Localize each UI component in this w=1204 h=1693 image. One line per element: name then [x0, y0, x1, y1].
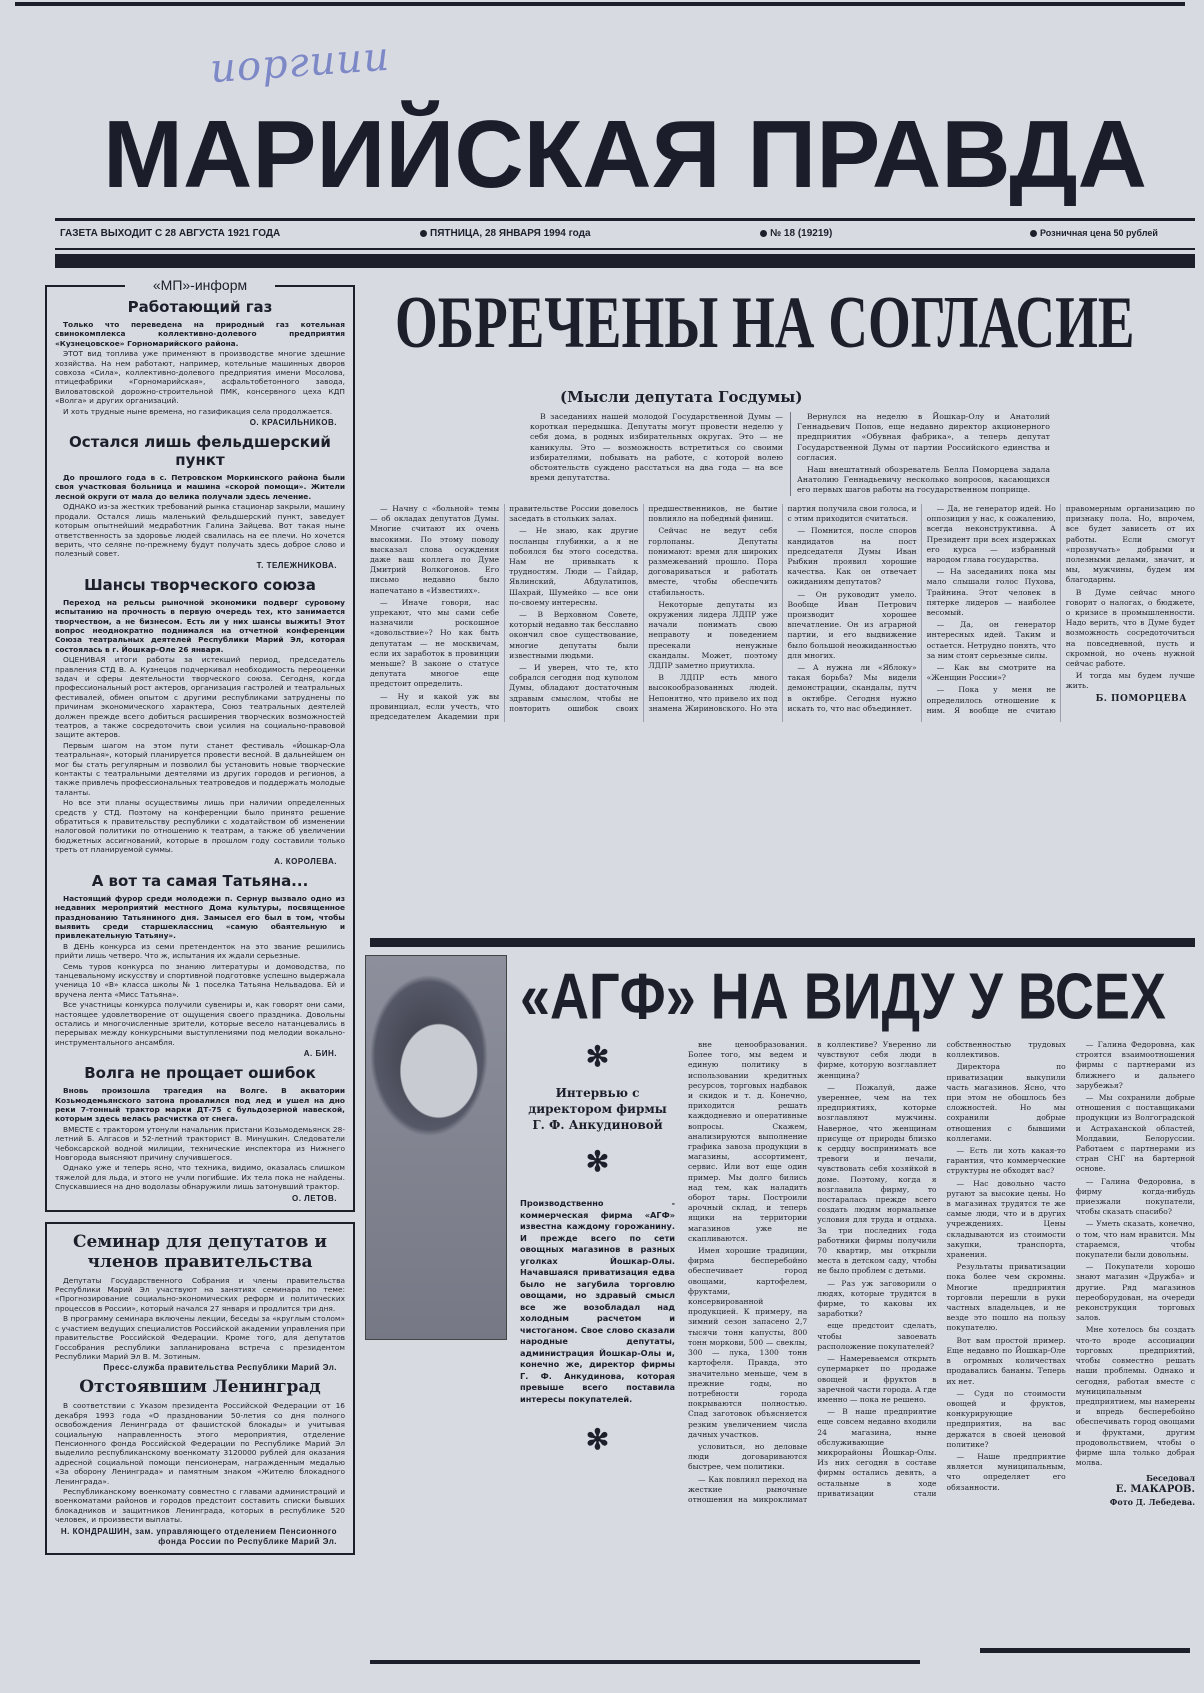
main-body [370, 504, 1195, 722]
article-author: А. БИН. [303, 1049, 337, 1059]
article-author: Пресс-служба правительства Республики Марий Эл. [103, 1363, 337, 1373]
article-paragraph: Первым шагом на этом пути станет фестиваль «Йошкар-Ола театральная», который планируется провести весной. В дальнейшем он мог бы стать регулярным и позволил бы установить новые творческие контакты с театральными деятелями из других городов и регионов, а также привлечь профессиональных театроведов и поддержать молодые таланты. [55, 740, 345, 797]
article-paragraph: — Раз уж заговорили о людях, которые трудятся в фирме, то каковы их заработки? [817, 1278, 937, 1319]
left-articles [55, 298, 345, 1204]
issue-line [760, 228, 832, 239]
news-item [55, 1064, 345, 1203]
article-paragraph: — Да, не генератор идей. Но оппозиция у нас, к сожалению, всегда неконструктивна. А Президент при всех издержках его курса — избранный народом глава государства. [926, 504, 1056, 565]
main-headline: ОБРЕЧЕНЫ НА СОГЛАСИЕ [395, 280, 1135, 363]
article-paragraph: Все участницы конкурса получили сувениры и, как говорят они сами, настоящее удовлетворение от ощущения своего праздника. Довольны остались и многочисленные зрители, которые весело натанцевались в перерывах между конкурсными выступлениями под мелодии вокально-инструментального ансамбля. [55, 1000, 345, 1047]
article-paragraph: вне ценообразования. Более того, мы ведем и единую политику в использовании кредитных ресурсов, торговых надбавок и скидок и т. д. Конечно, приходится решать каждодневно и оперативные вопросы. Скажем, анализируются выполнение графика завоза продукции в магазины, ассортимент, сервис. Или вот еще один пример. Мы долго бились над тем, как наладить оборот тары. Построили арочный склад, и теперь ящики на территории магазинов уже не скапливаются. [688, 1040, 808, 1243]
article-paragraph: — Пока у меня не определилось отношение к ним. Я вообще не считаю правомерным организацию по признаку пола. Но, впрочем, все будет зависеть от их работы. Если смогут «прозвучать» добрыми и полезными делами, значит, и мы, мужчины, будем им благодарны. [926, 504, 1195, 715]
article-paragraph: — Как вы смотрите на «Женщин России»? [926, 663, 1056, 683]
author-label: Беседовал [1146, 1473, 1195, 1484]
article-paragraph: — Иначе говоря, нас упрекают, что мы сами себе назначили роскошное «довольствие»? Но как быть депутатам — не москвичам, если их заработок в провинции меньше? В законе о статусе депутата многое еще предстоит определить. [370, 597, 500, 689]
article-paragraph: — И уверен, что те, кто собрался сегодня под куполом Думы, обладают достаточным здравым смыслом, чтобы не повторить ошибок своих предшественников, не бытие повлияло на победный финиш. [509, 504, 778, 713]
issue-number: № 18 (19219) [770, 228, 833, 239]
left-column [45, 277, 355, 1555]
bullet-icon [760, 230, 767, 237]
article-paragraph: — Начну с «больной» темы — об окладах депутатов Думы. Многие считают их очень высокими. По этому поводу высказал слова осуждения даже ваш коллега по Думе Дмитрий Волкогонов. Его письмо недавно было напечатано в «Известиях». [370, 504, 500, 595]
article-author: Т. ТЕЛЕЖНИКОВА. [256, 560, 337, 570]
article-paragraph: Имея хорошие традиции, фирма бесперебойно обеспечивает город овощами, картофелем, фруктами, консервированной продукцией. К примеру, на зимний сезон запасено 2,7 тысячи тонн капусты, 800 тонн моркови, 500 — свеклы, 300 — лука, 1300 тонн картофеля. Правда, это значительно меньше, чем в прежние годы, но потребности города покрываются полностью. Спад заготовок объясняется резким увеличением числа дачных участков. [688, 1246, 808, 1439]
article-body [55, 1401, 345, 1524]
agf-headline: «АГФ» НА ВИДУ У ВСЕХ [520, 960, 1166, 1033]
article-paragraph: Однако уже и теперь ясно, что техника, видимо, оказалась слишком тяжелой для льда, и этого не учли погибшие. Их тела пока не найдены. Спускавшиеся на дно водолазы обнаружили лишь затонувший трактор. [55, 1163, 345, 1192]
agf-body [688, 1040, 1195, 1508]
divider [55, 248, 1195, 250]
article-paragraph: ВМЕСТЕ с трактором утонули начальник пристани Козьмодемьянск 28-летний Б. Алгасов и 52-летний тракторист В. Минушкин. Следователи Чебоксарской водной милиции, технические инспектора из Нижнего Новгорода выясняют причину случившегося. [55, 1124, 345, 1163]
article-paragraph: ОДНАКО из-за жестких требований рынка стационар закрыли, машину продали. Остался лишь маленький фельдшерский пункт, заведует которым опытнейший медработник Галина Зайцева. Вот такая ныне ответственность за здоровье людей свалилась на ее плечи. Но хочется верить, что селяне по-прежнему будут получать здесь доброе слово и полезный совет. [55, 502, 345, 559]
article-paragraph: Вот вам простой пример. Еще недавно по Йошкар-Оле в огромных количествах продавались бананы. Теперь их нет. [946, 1335, 1066, 1386]
article-paragraph: — Галина Федоровна, как строятся взаимоотношения фирмы с партнерами из ближнего и дальнего зарубежья? [1075, 1040, 1195, 1090]
article-author: Б. ПОМОРЦЕВА [1095, 693, 1187, 704]
article-paragraph: — Да, он генератор интересных идей. Таким и остается. Нетрудно понять, что за ним стоят серьезные силы. [926, 620, 1056, 660]
portrait-photo [365, 955, 507, 1340]
bullet-icon [1030, 230, 1037, 237]
article-paragraph: — Галина Федоровна, в фирму когда-нибудь приезжали покупатели, чтобы сказать спасибо? [1075, 1176, 1195, 1217]
article-title: Работающий газ [127, 298, 273, 316]
article-paragraph: В ЛДПР есть много высокообразованных людей. Непонятно, что привело их под знамена Жириновского. Но эта партия получила свои голоса, и с этим приходится считаться. [648, 504, 917, 713]
author: Е. МАКАРОВ. [1115, 1484, 1195, 1496]
main-subtitle: (Мысли депутата Госдумы) [560, 388, 803, 406]
article-body [55, 1276, 345, 1362]
article-title: Волга не прощает ошибок [84, 1064, 316, 1083]
article-body [55, 894, 345, 1048]
article-author: А. КОРОЛЕВА. [274, 856, 337, 866]
rubric: «МП»-информ [125, 277, 275, 293]
article-paragraph: — Как повлиял переход на жесткие рыночные отношения на микроклимат в коллективе? Уверенно ли чувствуют себя люди в фирме, которую возглавляет женщина? [688, 1040, 937, 1504]
article-paragraph: ЭТОТ вид топлива уже применяют в производстве многие здешние хозяйства. На нем работают, например, котельные машинных дворов совхоза «Сила», коллективно-долевого предприятия имени Мосолова, птицефабрики «Горномарийская», асфальтобетонного завода, Виловатовской дорожно-строительной ПМК, консервного цеха КДП «Волга» и других организаций. [55, 349, 345, 406]
article-paragraph: В Думе сейчас много говорят о налогах, о бюджете, о кризисе в промышленности. Надо верить, что в Думе будет возможность сосредоточиться на повседневной, пусть и скромной, но очень нужной сейчас работе. [1065, 587, 1195, 669]
agf-subtitle: Интервью с директором фирмы Г. Ф. Анкудиновой [528, 1086, 667, 1132]
article-paragraph: Директора по приватизации выкупили часть магазинов. Ясно, что при этом не обошлось без сложностей. Но мы сохранили добрые отношения с бывшими коллегами. [946, 1062, 1066, 1143]
info-box-2 [45, 1222, 355, 1555]
article-title: Шансы творческого союза [84, 575, 316, 594]
date-line [420, 228, 591, 239]
article-paragraph: Республиканскому военкомату совместно с главами администраций и военкоматами районов и городов предстоит составить списки бывших блокадников и защитников Ленинграда, которых в республике 520 человек, и произвести выплаты. [55, 1486, 345, 1525]
article-paragraph: — Мы сохранили добрые отношения с поставщиками продукции из Волгоградской и Астраханской областей, Молдавии, Белоруссии. Работаем с партнерами из стран СНГ на бартерной основе. [1075, 1093, 1195, 1174]
article-title: Остался лишь фельдшерский пункт [69, 433, 331, 470]
article-author: О. КРАСИЛЬНИКОВ. [249, 418, 337, 428]
article-paragraph: В ДЕНЬ конкурса из семи претенденток на это звание решились прийти лишь четверо. Что ж, испытания их ждали серьезные. [55, 941, 345, 961]
photo-credit: Фото Д. Лебедева. [1109, 1497, 1195, 1508]
article-paragraph: условиться, но деловые люди договариваются быстрее, чем политики. [688, 1441, 808, 1472]
masthead-title: МАРИЙСКАЯ ПРАВДА [103, 101, 1147, 208]
article-paragraph: Сейчас не ведут себя горлопаны. Депутаты понимают: время для широких размежеваний прошло. Пора договариваться и работать вместе, чтобы обеспечить стабильность. [648, 526, 778, 597]
divider-bar [370, 1660, 920, 1664]
agf-signature [1076, 1472, 1195, 1508]
intro-paragraph: Наш внештатный обозреватель Белла Поморцева задала Анатолию Геннадьевичу несколько вопросов, касающихся его первых шагов работы на государственном поприще. [797, 465, 1050, 495]
agf-intro [520, 1040, 675, 1456]
article-paragraph: — Ну и какой уж вы провинциал, если учесть, что председателем Академии при правительстве России довелось заседать в стольких залах. [370, 504, 639, 722]
since-line: ГАЗЕТА ВЫХОДИТ С 28 АВГУСТА 1921 ГОДА [60, 228, 281, 239]
article-paragraph: — В наше предприятие еще совсем недавно входили 24 магазина, ныне обслуживающие микрорайоны Йошкар-Олы. Из них сегодня в составе фирмы остались девять, а остальные в ходе приватизации стали собственностью трудовых коллективов. [817, 1040, 1066, 1498]
article-paragraph: — Не знаю, как другие посланцы глубинки, а я не побоялся бы этого соседства. Нам не привыкать к трудностям. Люди — Гайдар, Явлинский, Абдулатипов, Шахрай, Шумейко — все они по-своему интересны. [509, 526, 639, 607]
article-paragraph: — Уметь сказать, конечно, о том, что нам нравится. Мы стараемся, чтобы покупатели были довольны. [1075, 1219, 1195, 1260]
article-lead: Только что переведена на природный газ котельная свинокомплекса коллективно-долевого предприятия «Кузнецовское» Горномарийского района. [55, 320, 345, 348]
article-lead: Настоящий фурор среди молодежи п. Сернур вызвало одно из недавних мероприятий местного Дома культуры, посвященное празднованию Татьяниного дня. Замысел его был в том, чтобы выявить среди старшеклассниц «самую обаятельную и привлекательную Татьяну». [55, 893, 345, 941]
news-item [55, 298, 345, 428]
asterisk-ornament-icon: ✻ [585, 1424, 610, 1455]
article-paragraph: — В Верховном Совете, который недавно так бесславно окончил свое существование, многие депутаты были известными людьми. [509, 610, 639, 660]
article-author: О. ЛЕТОВ. [291, 1193, 337, 1203]
article-paragraph: — Есть ли хоть какая-то гарантия, что коммерческие структуры не обходят вас? [946, 1146, 1066, 1176]
article-paragraph: — Нас довольно часто ругают за высокие цены. Но в магазинах трудятся те же самые люди, что и в других учреждениях. Цены складываются из стоимости закупки, транспорта, хранения. [946, 1178, 1066, 1260]
article-paragraph: ОЦЕНИВАЯ итоги работы за истекший период, председатель правления СТД В. А. Кузнецов подчеркивал необходимость переоценки задач и сферы деятельности творческого союза. Сегодня, когда профессиональный рост актеров, организация гастролей и театральных фестивалей, обмен опытом с другими республиками затруднены по причинам экономического характера, Союз театральных деятелей должен прежде всего добиться расширения творческих возможностей театров, а также сосредоточить свои усилия на социально-правовой защите актеров. [55, 655, 345, 740]
article-paragraph: — Намереваемся открыть супермаркет по продаже овощей и фруктов в заречной части города. А где именно — пока не решено. [817, 1354, 937, 1404]
article-paragraph: — Пожалуй, даже увереннее, чем на тех предприятиях, которые возглавляют мужчины. Наверное, что женщинам присуще от природы близко к сердцу воспринимать все тревоги и печали, чувствовать себя хозяйкой в доме. Поэтому, когда я возглавила фирму, то постаралась прежде всего создать людям нормальные условия для труда и отдыха. За три последних года работники фирмы получили 70 квартир, мы открыли места в детском саду, чтобы не было проблем с детьми. [817, 1082, 937, 1276]
article-title: Семинар для депутатов и членов правительства [72, 1231, 327, 1272]
news-item [55, 576, 345, 867]
top-rule [15, 2, 1185, 6]
article-body [55, 598, 345, 855]
article-title: Отстоявшим Ленинград [79, 1377, 321, 1398]
article-paragraph: Некоторые депутаты из окружения лидера ЛДПР уже начали понимать свою неправоту и поведением пресекали ненужные скандалы. Может, поэтому ЛДПР заметно приутихла. [648, 599, 778, 671]
asterisk-ornament-icon: ✻ [585, 1041, 610, 1072]
article-paragraph: Мне хотелось бы создать что-то вроде ассоциации торговых предприятий, чтобы совместно решать наши проблемы. Однако и сегодня, работая вместе с муниципальным предприятием, мы намерены и впредь бесперебойно обеспечивать город овощами и фруктами, другим продовольствием, чтобы о фирме шла только добрая молва. [1075, 1325, 1195, 1468]
agf-lead: Производственно - коммерческая фирма «АГФ» известна каждому горожанину. И прежде всего по сети овощных магазинов в разных уголках Йошкар-Олы. Начавшаяся приватизация едва было не загубила торговлю овощами, но здравый смысл все же возобладал над холодным расчетом и чистоганом. Свое слово сказали народные депутаты, администрация Йошкар-Олы и, конечно же, директор фирмы Г. Ф. Анкудинова, которая превыше всего поставила интересы покупателей. [520, 1198, 675, 1404]
news-item [55, 433, 345, 571]
intro-paragraph: Вернулся на неделю в Йошкар-Олу и Анатолий Геннадьевич Попов, еще недавно директор акционерного предприятия «Обувная фабрика», а теперь депутат Государственной Думы от партии Российского единства и согласия. [797, 412, 1050, 462]
divider-bar [980, 1648, 1190, 1653]
article-paragraph: Семь туров конкурса по знанию литературы и домоводства, по танцевальному искусству и спортивной подготовке успешно выдержала ученица 10 «В» класса школы № 1 поселка Татьяна Нельвадова. Ей и вручена лента «Мисс Татьяна». [55, 961, 345, 999]
article-paragraph: — Он руководит умело. Вообще Иван Петрович производит хорошее впечатление. Он из аграрной партии, и его выдвижение было большой неожиданностью для многих. [787, 589, 917, 660]
article-paragraph: В соответствии с Указом президента Российской Федерации от 16 декабря 1993 года «О праздновании 50-летия со дня полного освобождения Ленинграда от фашистской блокады» и учитывая социальную направленность этого мероприятия, отделение Пенсионного фонда Российской Федерации по Республике Марий Эл выделило республиканскому военкомату 3120000 рублей для оказания адресной социальной помощи пенсионерам, награжденным медалью «За оборону Ленинграда» и памятным знаком «Жителю блокадного Ленинграда». [55, 1401, 345, 1486]
article-paragraph: И тогда мы будем лучше жить. [1065, 671, 1195, 691]
article-lead: До прошлого года в с. Петровском Моркинского района были своя участковая больница и машина «скорой помощи». Жители лесной округи от мала до велика получали здесь лечение. [55, 473, 345, 501]
article-paragraph: — Помнится, после споров кандидатов на пост председателя Думы Иван Рыбкин проявил хорошие качества. Как он отвечает ожиданиям депутатов? [787, 526, 917, 587]
article-paragraph: Депутаты Государственного Собрания и члены правительства Республики Марий Эл участвуют на занятиях семинара по теме: «Прогнозирование социально-экономических реформ и политических процессов в России», который начался 27 января и продлится три дня. [55, 1275, 345, 1313]
article-title: А вот та самая Татьяна... [91, 871, 309, 890]
article-paragraph: Результаты приватизации пока более чем скромны. Многие предприятия торговли перешли в руки частных владельцев, и не везде это пошло на пользу покупателю. [946, 1262, 1066, 1333]
divider-bar [55, 254, 1195, 268]
article-lead: Переход на рельсы рыночной экономики подверг суровому испытанию на прочность в первую очередь тех, кто занимается творчеством, а не бизнесом. Есть ли у них шансы выжить! Этот вопрос неоднократно поднимался на отчетной конференции Союза театральных деятелей Республики Марий Эл, которая состоялась в г. Йошкар-Оле 26 января. [55, 597, 345, 654]
main-intro [530, 412, 1050, 496]
asterisk-ornament-icon: ✻ [585, 1146, 610, 1177]
article-paragraph: В программу семинара включены лекции, беседы за «круглым столом» с участием ведущих специалистов Российской академии управления при правительстве Российской Федерации. Кроме того, для депутатов Госсобрания республики запланирована встреча с президентом Республики Марий Эл В. М. Зотиным. [55, 1314, 345, 1361]
price: Розничная цена 50 рублей [1040, 228, 1158, 238]
info-box [45, 277, 355, 1212]
handwritten-note: иоргиии [208, 33, 392, 93]
article-paragraph: — На заседаниях пока мы мало слышали голос Пухова, Трайнина. Этот человек в пятерке лидеров — наиболее весомый. [926, 567, 1056, 618]
divider-bar [370, 938, 1195, 947]
article-paragraph: еще предстоит сделать, чтобы завоевать расположение покупателей? [817, 1321, 937, 1351]
article-author: Н. КОНДРАШИН, зам. управляющего отделением Пенсионного фонда России по Республике Марий Эл. [60, 1526, 337, 1546]
issue-date: ПЯТНИЦА, 28 ЯНВАРЯ 1994 года [430, 228, 591, 239]
article-body [55, 320, 345, 416]
article-paragraph: — Покупатели хорошо знают магазин «Дружба» и другие. Ряд магазинов переоборудован, на очереди реконструкция торговых залов. [1075, 1262, 1195, 1323]
price-line [1030, 228, 1158, 238]
article-paragraph: Но все эти планы осуществимы лишь при наличии определенных средств у СТД. Поэтому на конференции было принято решение обратиться к правительству республики с ходатайством об изменении налоговой политики по отношению к театрам, а также об увеличении бюджетных ассигнований, которые в прошлом году составили только треть от планируемой суммы. [55, 798, 345, 855]
news-item [55, 872, 345, 1060]
left-articles-2 [55, 1232, 345, 1547]
article-paragraph: — А нужна ли «Яблоку» такая борьба? Мы видели демонстрации, скандалы, путч в октябре. Сегодня нужно искать то, что нас объединяет. [787, 663, 917, 713]
divider [55, 218, 1195, 221]
bullet-icon [420, 230, 427, 237]
article-paragraph: — Наше предприятие является муниципальным, что определяет его обязанности. [946, 1451, 1066, 1492]
article-paragraph: И хоть трудные ныне времена, но газификация села продолжается. [63, 406, 333, 416]
intro-paragraph: В заседаниях нашей молодой Государственной Думы — короткая передышка. Депутаты могут провести неделю у себя дома, в родных избирательных округах. Это — не каникулы. Это — возможность встретиться со своими избирателями, побывать на работе, с которой волею обстоятельств суждено расстаться на два года — на все время депутатства. [530, 412, 783, 483]
article-body [55, 473, 345, 559]
article-paragraph: — Судя по стоимости овощей и фруктов, конкурирующие предприятия, на вас держатся в своей ценовой политике? [946, 1388, 1066, 1449]
article-body [55, 1086, 345, 1191]
article-lead: Вновь произошла трагедия на Волге. В акватории Козьмодемьянского затона провалился под лед и ушел на дно реки 7-тонный трактор марки ДТ-75 с бульдозерной навеской, которым здесь велась расчистка от снега. [55, 1086, 345, 1124]
